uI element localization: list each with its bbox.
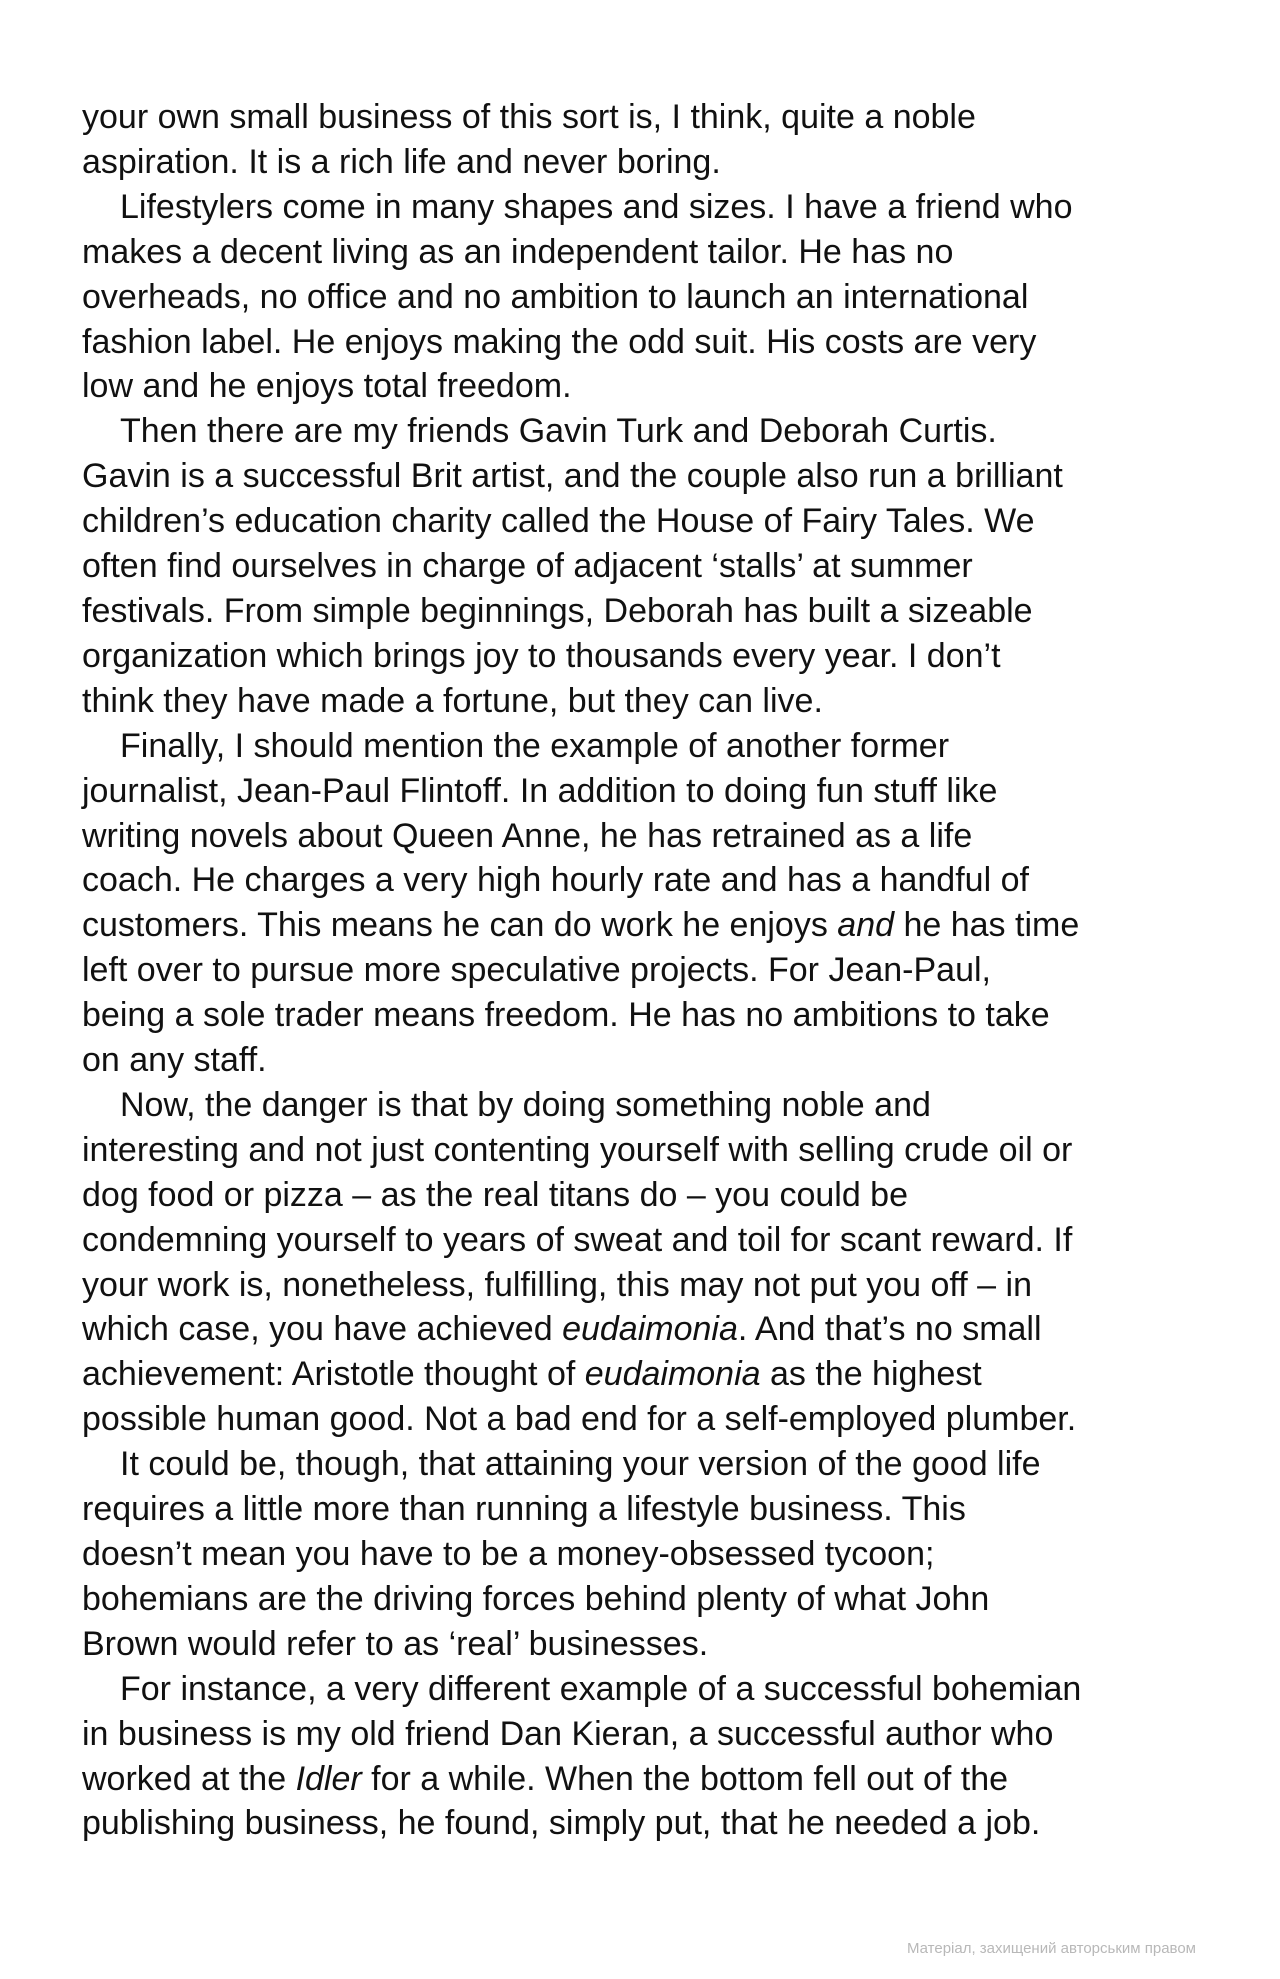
text-line: aspiration. It is a rich life and never boring. — [82, 142, 721, 181]
text-segment: worked at the — [82, 1759, 296, 1798]
paragraph-1 — [82, 95, 1202, 185]
text-line: overheads, no office and no ambition to launch an international — [82, 277, 1029, 316]
text-line: possible human good. Not a bad end for a self-employed plumber. — [82, 1400, 1077, 1439]
text-line: your work is, nonetheless, fulfilling, this may not put you off – in — [82, 1265, 1032, 1304]
text-line: Gavin is a successful Brit artist, and the couple also run a brilliant — [82, 457, 1063, 496]
text-line: It could be, though, that attaining your version of the good life — [120, 1445, 1041, 1484]
text-line: children’s education charity called the House of Fairy Tales. We — [82, 502, 1035, 541]
text-line: Brown would refer to as ‘real’ businesses. — [82, 1624, 709, 1663]
italic-term: Idler — [295, 1759, 362, 1798]
text-segment: for a while. When the bottom fell out of the — [361, 1759, 1009, 1798]
text-line: journalist, Jean-Paul Flintoff. In addition to doing fun stuff like — [82, 771, 998, 810]
text-segment: . And that’s no small — [737, 1310, 1042, 1349]
text-line: your own small business of this sort is, I think, quite a noble — [82, 98, 976, 136]
text-segment: which case, you have achieved — [82, 1310, 563, 1349]
text-line: Finally, I should mention the example of another former — [120, 726, 950, 765]
text-segment: customers. This means he can do work he enjoys — [82, 906, 838, 945]
text-line: writing novels about Queen Anne, he has retrained as a life — [82, 816, 973, 855]
text-line: being a sole trader means freedom. He has no ambitions to take — [82, 996, 1050, 1035]
paragraph-7 — [82, 1667, 1202, 1847]
paragraph-2 — [82, 185, 1202, 410]
text-line: Now, the danger is that by doing something noble and — [120, 1085, 931, 1124]
text-line — [82, 1352, 1202, 1397]
paragraph-4 — [82, 724, 1202, 1083]
text-segment: he has time — [894, 906, 1080, 945]
text-line: festivals. From simple beginnings, Deborah has built a sizeable — [82, 591, 1033, 630]
paragraph-3 — [82, 409, 1202, 723]
text-line: organization which brings joy to thousands every year. I don’t — [82, 636, 1001, 675]
text-segment: achievement: Aristotle thought of — [82, 1355, 585, 1394]
text-line: dog food or pizza – as the real titans do – you could be — [82, 1175, 908, 1214]
text-line: fashion label. He enjoys making the odd suit. His costs are very — [82, 322, 1037, 361]
text-line: Then there are my friends Gavin Turk and Deborah Curtis. — [120, 412, 997, 451]
text-line: Lifestylers come in many shapes and sizes. I have a friend who — [120, 187, 1073, 226]
book-page — [82, 95, 1202, 1846]
text-line: low and he enjoys total freedom. — [82, 367, 572, 406]
text-line — [82, 903, 1202, 948]
text-line: condemning yourself to years of sweat and toil for scant reward. If — [82, 1220, 1073, 1259]
text-line: think they have made a fortune, but they can live. — [82, 681, 823, 720]
text-line: interesting and not just contenting yourself with selling crude oil or — [82, 1130, 1073, 1169]
paragraph-6 — [82, 1442, 1202, 1667]
text-line: publishing business, he found, simply put, that he needed a job. — [82, 1804, 1041, 1843]
text-line: on any staff. — [82, 1041, 267, 1080]
text-segment: as the highest — [760, 1355, 982, 1394]
italic-term: and — [837, 906, 895, 945]
paragraph-5 — [82, 1083, 1202, 1442]
text-line: requires a little more than running a lifestyle business. This — [82, 1490, 966, 1529]
text-line: left over to pursue more speculative projects. For Jean-Paul, — [82, 951, 991, 990]
text-line: doesn’t mean you have to be a money-obsessed tycoon; — [82, 1535, 935, 1573]
copyright-watermark: Матеріал, захищений авторським правом — [906, 1940, 1196, 1957]
text-line: often find ourselves in charge of adjacent ‘stalls’ at summer — [82, 547, 973, 586]
italic-term: eudaimonia — [584, 1355, 761, 1394]
text-line: in business is my old friend Dan Kieran, a successful author who — [82, 1714, 1054, 1753]
text-line — [82, 1757, 1202, 1802]
text-line: For instance, a very different example of a successful bohemian — [120, 1669, 1082, 1708]
italic-term: eudaimonia — [562, 1310, 738, 1349]
text-line: makes a decent living as an independent tailor. He has no — [82, 232, 954, 271]
text-line: bohemians are the driving forces behind plenty of what John — [82, 1579, 990, 1618]
text-line: coach. He charges a very high hourly rate and has a handful of — [82, 861, 1029, 900]
text-line — [82, 1307, 1202, 1352]
